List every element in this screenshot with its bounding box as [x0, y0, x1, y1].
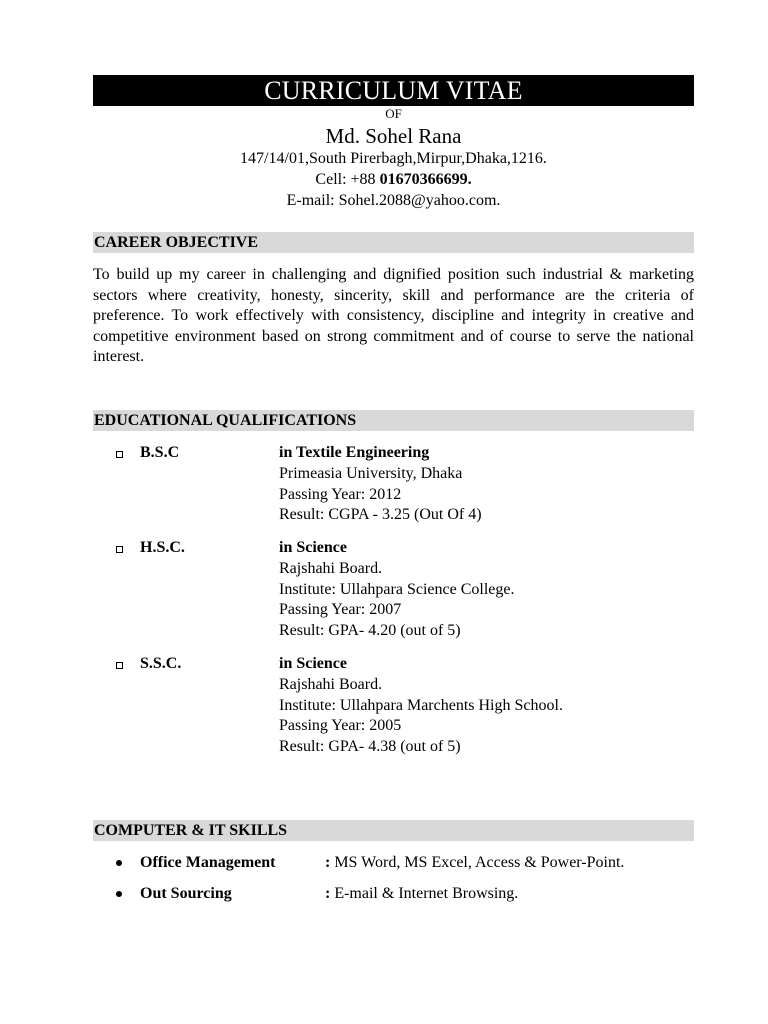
education-field: in Science	[279, 539, 347, 556]
education-field: in Science	[279, 655, 347, 672]
education-details	[279, 654, 563, 758]
skill-name: Office Management	[140, 854, 276, 871]
document-title: CURRICULUM VITAE	[93, 75, 694, 106]
education-line: Rajshahi Board.	[279, 559, 383, 577]
education-line: Result: GPA- 4.38 (out of 5)	[279, 738, 461, 756]
education-heading: EDUCATIONAL QUALIFICATIONS	[93, 410, 694, 431]
colon-separator: :	[325, 854, 335, 871]
round-bullet-icon	[116, 860, 122, 866]
skill-value: MS Word, MS Excel, Access & Power-Point.	[334, 854, 625, 871]
education-line: Institute: Ullahpara Marchents High School.	[279, 696, 563, 714]
education-line: Primeasia University, Dhaka	[279, 464, 463, 482]
education-line: Result: CGPA - 3.25 (Out Of 4)	[279, 506, 482, 524]
cell-number: 01670366699.	[379, 171, 472, 188]
education-field: in Textile Engineering	[279, 444, 430, 461]
skill-value-line	[325, 853, 624, 873]
square-bullet-icon	[116, 546, 123, 553]
education-line: Passing Year: 2012	[279, 485, 402, 503]
computer-skills-heading: COMPUTER & IT SKILLS	[93, 820, 694, 841]
education-degree: S.S.C.	[140, 655, 182, 672]
education-degree: B.S.C	[140, 444, 180, 461]
skill-value-line	[325, 884, 518, 904]
career-objective-heading: CAREER OBJECTIVE	[93, 232, 694, 253]
education-line: Result: GPA- 4.20 (out of 5)	[279, 622, 461, 640]
education-details	[279, 538, 514, 642]
candidate-name: Md. Sohel Rana	[325, 124, 462, 148]
education-line: Passing Year: 2005	[279, 717, 402, 735]
cell-line	[93, 170, 694, 190]
email-line: E-mail: Sohel.2088@yahoo.com.	[286, 192, 501, 209]
cell-label: Cell: +88	[315, 171, 380, 188]
of-label: OF	[385, 106, 402, 121]
skill-value: E-mail & Internet Browsing.	[334, 885, 519, 902]
colon-separator: :	[325, 885, 335, 902]
education-details	[279, 443, 482, 526]
square-bullet-icon	[116, 662, 123, 669]
education-degree: H.S.C.	[140, 539, 185, 556]
square-bullet-icon	[116, 451, 123, 458]
education-line: Passing Year: 2007	[279, 601, 402, 619]
address: 147/14/01,South Pirerbagh,Mirpur,Dhaka,1216.	[240, 150, 547, 167]
skill-name: Out Sourcing	[140, 885, 232, 902]
education-line: Institute: Ullahpara Science College.	[279, 580, 515, 598]
round-bullet-icon	[116, 891, 122, 897]
education-line: Rajshahi Board.	[279, 675, 383, 693]
career-objective-text: To build up my career in challenging and dignified position such industrial & marketing sectors where creativity, honesty, sincerity, skill and performance are the criteria of preference. To work effectively with consistency, discipline and integrity in creative and competitive environment based on strong commitment and of course to serve the national interest.	[93, 266, 694, 366]
